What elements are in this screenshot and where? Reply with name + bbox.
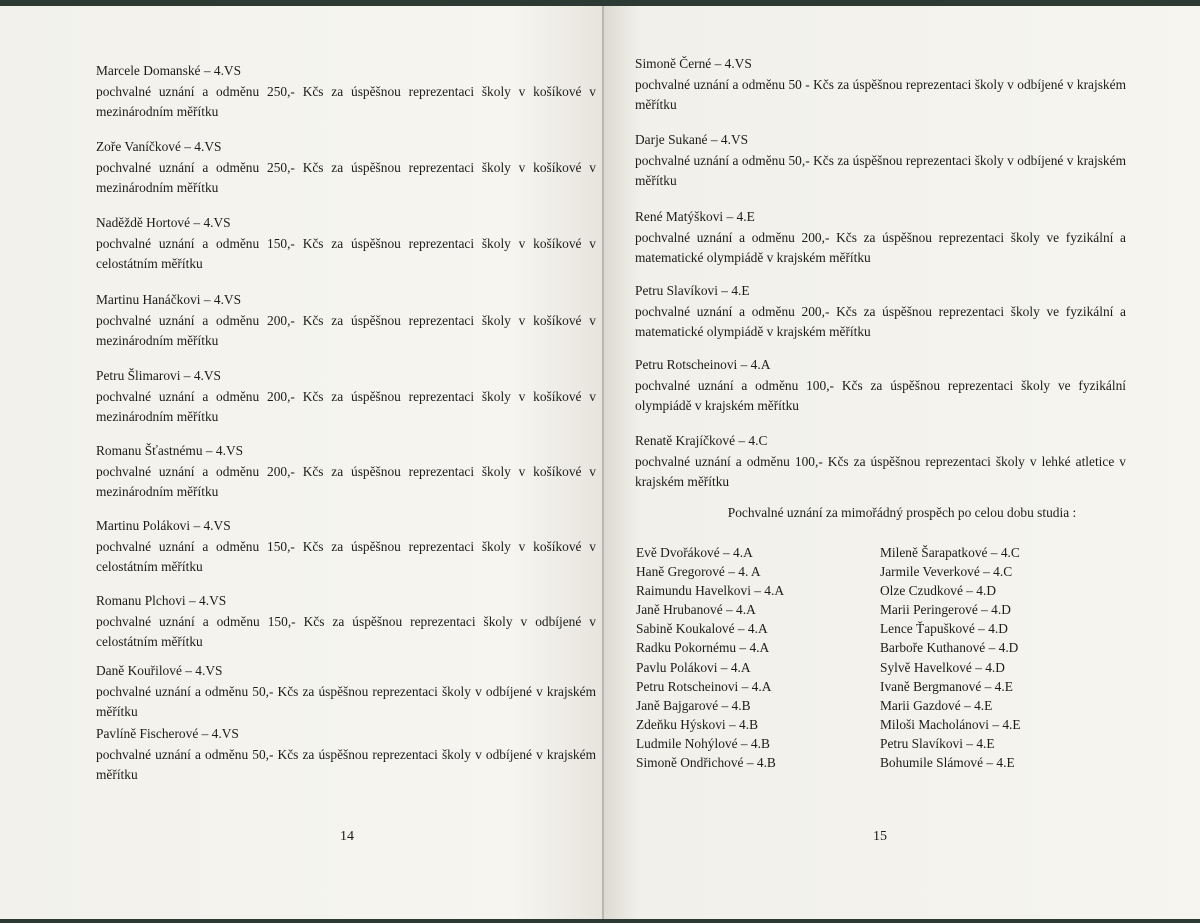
award-entry xyxy=(96,661,596,723)
award-entry xyxy=(96,724,596,786)
honor-list-item: Sabině Koukalové – 4.A xyxy=(636,621,768,637)
award-entry xyxy=(96,516,596,578)
honor-list-item: Jarmile Veverkové – 4.C xyxy=(880,564,1013,580)
page-number: 15 xyxy=(873,829,887,844)
award-text: pochvalné uznání a odměnu 250,- Kčs za úspěšnou reprezentaci školy v košíkové v mezinárodním měřítku xyxy=(96,159,596,195)
award-entry xyxy=(635,54,1126,116)
award-text: pochvalné uznání a odměnu 250,- Kčs za úspěšnou reprezentaci školy v košíkové v mezinárodním měřítku xyxy=(96,83,596,119)
honor-list-item: Olze Czudkové – 4.D xyxy=(880,583,997,599)
honor-list-item: Ludmile Nohýlové – 4.B xyxy=(636,735,770,751)
award-text: pochvalné uznání a odměnu 200,- Kčs za úspěšnou reprezentaci školy v košíkové v mezinárodním měřítku xyxy=(96,388,596,424)
left-page xyxy=(0,6,604,919)
honor-list-item: Zdeňku Hýskovi – 4.B xyxy=(636,716,758,732)
recipient-name: Daně Kouřilové – 4.VS xyxy=(96,663,223,678)
honor-list-item: Marii Peringerové – 4.D xyxy=(880,602,1011,618)
honor-list-item: Marii Gazdové – 4.E xyxy=(880,697,993,713)
award-text: pochvalné uznání a odměnu 50 - Kčs za úspěšnou reprezentaci školy v odbíjené v krajském měřítku xyxy=(635,76,1126,112)
award-entry xyxy=(96,213,596,275)
award-text: pochvalné uznání a odměnu 50,- Kčs za úspěšnou reprezentaci školy v odbíjené v krajském měřítku xyxy=(635,152,1126,188)
honor-list-item: Radku Pokornému – 4.A xyxy=(636,640,770,656)
award-text: pochvalné uznání a odměnu 100,- Kčs za úspěšnou reprezentaci školy ve fyzikální olympiádě v krajském měřítku xyxy=(635,377,1126,413)
recipient-name: Petru Rotscheinovi – 4.A xyxy=(635,357,771,372)
award-entry xyxy=(96,441,596,503)
award-text: pochvalné uznání a odměnu 200,- Kčs za úspěšnou reprezentaci školy ve fyzikální a matematické olympiádě v krajském měřítku xyxy=(635,303,1126,339)
recipient-name: Simoně Černé – 4.VS xyxy=(635,56,752,71)
award-text: pochvalné uznání a odměnu 150,- Kčs za úspěšnou reprezentaci školy v odbíjené v celostátním měřítku xyxy=(96,613,596,649)
recipient-name: Martinu Hanáčkovi – 4.VS xyxy=(96,292,242,307)
honor-list-item: Bohumile Slámové – 4.E xyxy=(880,755,1015,771)
award-text: pochvalné uznání a odměnu 50,- Kčs za úspěšnou reprezentaci školy v odbíjené v krajském měřítku xyxy=(96,683,596,719)
award-entry xyxy=(96,137,596,199)
recipient-name: Petru Šlimarovi – 4.VS xyxy=(96,368,221,383)
award-text: pochvalné uznání a odměnu 100,- Kčs za úspěšnou reprezentaci školy v lehké atletice v krajském měřítku xyxy=(635,453,1126,489)
honor-list-item: Sylvě Havelkové – 4.D xyxy=(880,659,1005,675)
honor-list-item: Haně Gregorové – 4. A xyxy=(636,564,761,580)
recipient-name: Darje Sukané – 4.VS xyxy=(635,132,749,147)
recipient-name: Romanu Šťastnému – 4.VS xyxy=(96,443,244,458)
honor-list-item: Lence Ťapuškové – 4.D xyxy=(880,621,1008,637)
honor-list-item: Ivaně Bergmanové – 4.E xyxy=(880,678,1013,694)
recipient-name: Marcele Domanské – 4.VS xyxy=(96,63,242,78)
honor-list-item: Petru Slavíkovi – 4.E xyxy=(880,735,995,751)
honors-list-left xyxy=(636,543,784,772)
honor-list-item: Mileně Šarapatkové – 4.C xyxy=(880,545,1020,560)
recipient-name: Petru Slavíkovi – 4.E xyxy=(635,283,750,298)
award-text: pochvalné uznání a odměnu 200,- Kčs za úspěšnou reprezentaci školy v košíkové v mezinárodním měřítku xyxy=(96,312,596,348)
recipient-name: René Matýškovi – 4.E xyxy=(635,209,755,224)
recipient-name: Romanu Plchovi – 4.VS xyxy=(96,593,227,608)
honor-list-item: Raimundu Havelkovi – 4.A xyxy=(636,583,785,599)
award-entry xyxy=(96,290,596,352)
award-text: pochvalné uznání a odměnu 150,- Kčs za úspěšnou reprezentaci školy v košíkové v celostátním měřítku xyxy=(96,235,596,271)
award-entry xyxy=(96,61,596,123)
award-text: pochvalné uznání a odměnu 50,- Kčs za úspěšnou reprezentaci školy v odbíjené v krajském měřítku xyxy=(96,746,596,782)
honors-list-right xyxy=(880,543,1021,772)
honor-list-item: Pavlu Polákovi – 4.A xyxy=(636,659,751,675)
award-entry xyxy=(635,207,1126,269)
award-text: pochvalné uznání a odměnu 200,- Kčs za úspěšnou reprezentaci školy ve fyzikální a matematické olympiádě v krajském měřítku xyxy=(635,229,1126,265)
award-entry xyxy=(635,281,1126,343)
right-page xyxy=(604,6,1200,919)
honor-list-item: Janě Hrubanové – 4.A xyxy=(636,602,756,618)
honor-list-item: Miloši Macholánovi – 4.E xyxy=(880,716,1021,732)
recipient-name: Zoře Vaníčkové – 4.VS xyxy=(96,139,222,154)
award-entry xyxy=(96,366,596,428)
recipient-name: Martinu Polákovi – 4.VS xyxy=(96,518,231,533)
recipient-name: Naděždě Hortové – 4.VS xyxy=(96,215,231,230)
award-entry xyxy=(635,431,1126,493)
award-text: pochvalné uznání a odměnu 200,- Kčs za úspěšnou reprezentaci školy v košíkové v mezinárodním měřítku xyxy=(96,463,596,499)
honors-heading: Pochvalné uznání za mimořádný prospěch po celou dobu studia : xyxy=(727,505,1077,520)
award-entry xyxy=(96,591,596,653)
honor-list-item: Simoně Ondřichové – 4.B xyxy=(636,755,776,771)
honor-list-item: Petru Rotscheinovi – 4.A xyxy=(636,678,772,694)
honor-list-item: Evě Dvořákové – 4.A xyxy=(636,545,753,560)
honor-list-item: Janě Bajgarové – 4.B xyxy=(636,697,751,713)
recipient-name: Pavlíně Fischerové – 4.VS xyxy=(96,726,239,741)
honor-list-item: Barboře Kuthanové – 4.D xyxy=(880,640,1019,656)
page-number: 14 xyxy=(340,829,354,844)
award-entry xyxy=(635,130,1126,192)
award-entry xyxy=(635,355,1126,417)
recipient-name: Renatě Krajíčkové – 4.C xyxy=(635,433,768,448)
award-text: pochvalné uznání a odměnu 150,- Kčs za úspěšnou reprezentaci školy v košíkové v celostátním měřítku xyxy=(96,538,596,574)
